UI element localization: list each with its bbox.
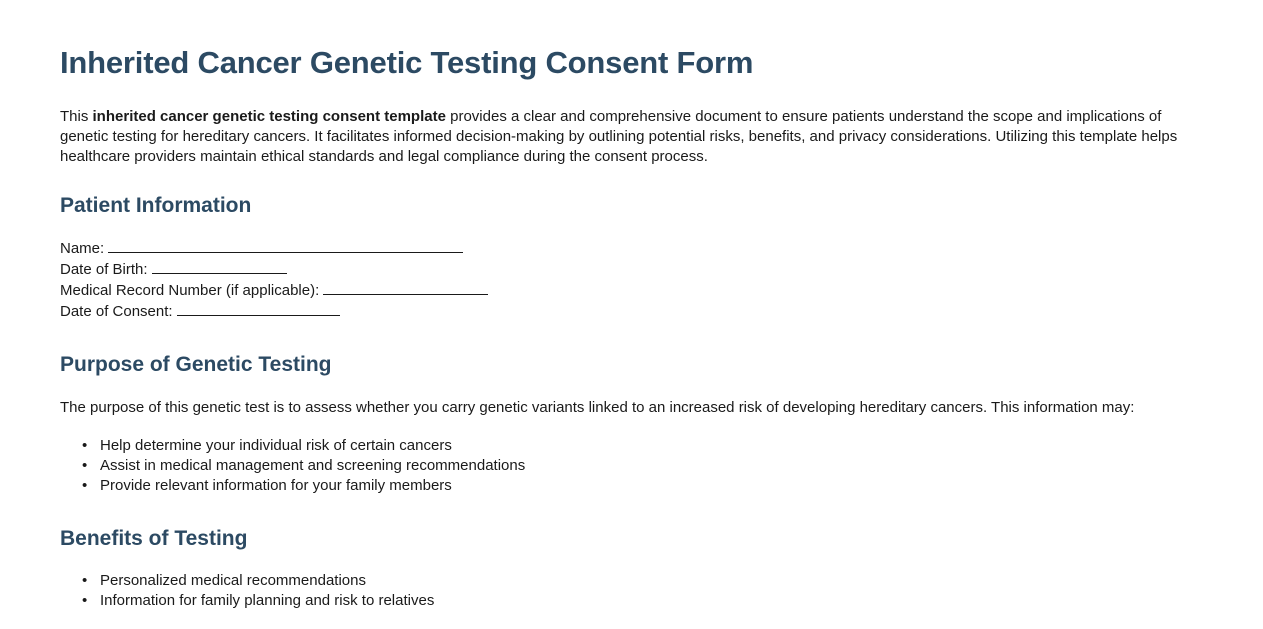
field-date-of-consent-label: Date of Consent:: [60, 303, 173, 321]
section-heading-purpose-of-genetic-testing: Purpose of Genetic Testing: [60, 353, 332, 377]
intro-text-after: provides a clear and comprehensive document to ensure patients understand the scope and implications of genetic testing for hereditary cancers. It facilitates informed decision-making by outlining potential risks, benefits, and privacy considerations. Utilizing this template helps healthcare providers maintain ethical standards and legal compliance during the consent process.: [60, 108, 1178, 166]
field-date-of-birth-input[interactable]: [152, 259, 287, 274]
patient-information-fields: [60, 238, 1203, 322]
list-item: • Help determine your individual risk of certain cancers: [100, 436, 1203, 456]
list-item: • Information for family planning and risk to relatives: [100, 591, 1203, 611]
field-date-of-birth-label: Date of Birth:: [60, 261, 148, 279]
page-title: Inherited Cancer Genetic Testing Consent Form: [60, 45, 754, 80]
field-medical-record-number-input[interactable]: [323, 280, 488, 295]
list-item: • Personalized medical recommendations: [100, 571, 1203, 591]
field-date-of-birth: [60, 259, 1203, 280]
intro-text-before: This: [60, 108, 93, 126]
purpose-paragraph: The purpose of this genetic test is to assess whether you carry genetic variants linked to an increased risk of developing hereditary cancers. This information may:: [60, 398, 1135, 416]
field-medical-record-number-label: Medical Record Number (if applicable):: [60, 282, 320, 300]
purpose-bullet-list: [60, 436, 1203, 496]
section-heading-patient-information: Patient Information: [60, 194, 252, 218]
field-name-input[interactable]: [108, 238, 463, 253]
benefits-bullet-list: [60, 571, 1203, 611]
field-date-of-consent-input[interactable]: [177, 301, 340, 316]
field-name: [60, 238, 1203, 259]
field-medical-record-number: [60, 280, 1203, 301]
list-item: • Provide relevant information for your family members: [100, 476, 1203, 496]
list-item: • Assist in medical management and screening recommendations: [100, 456, 1203, 476]
intro-paragraph: [60, 107, 1185, 167]
field-date-of-consent: [60, 301, 1203, 322]
intro-text-bold: inherited cancer genetic testing consent template: [92, 108, 446, 126]
section-heading-benefits-of-testing: Benefits of Testing: [60, 526, 248, 550]
field-name-label: Name:: [60, 240, 105, 258]
